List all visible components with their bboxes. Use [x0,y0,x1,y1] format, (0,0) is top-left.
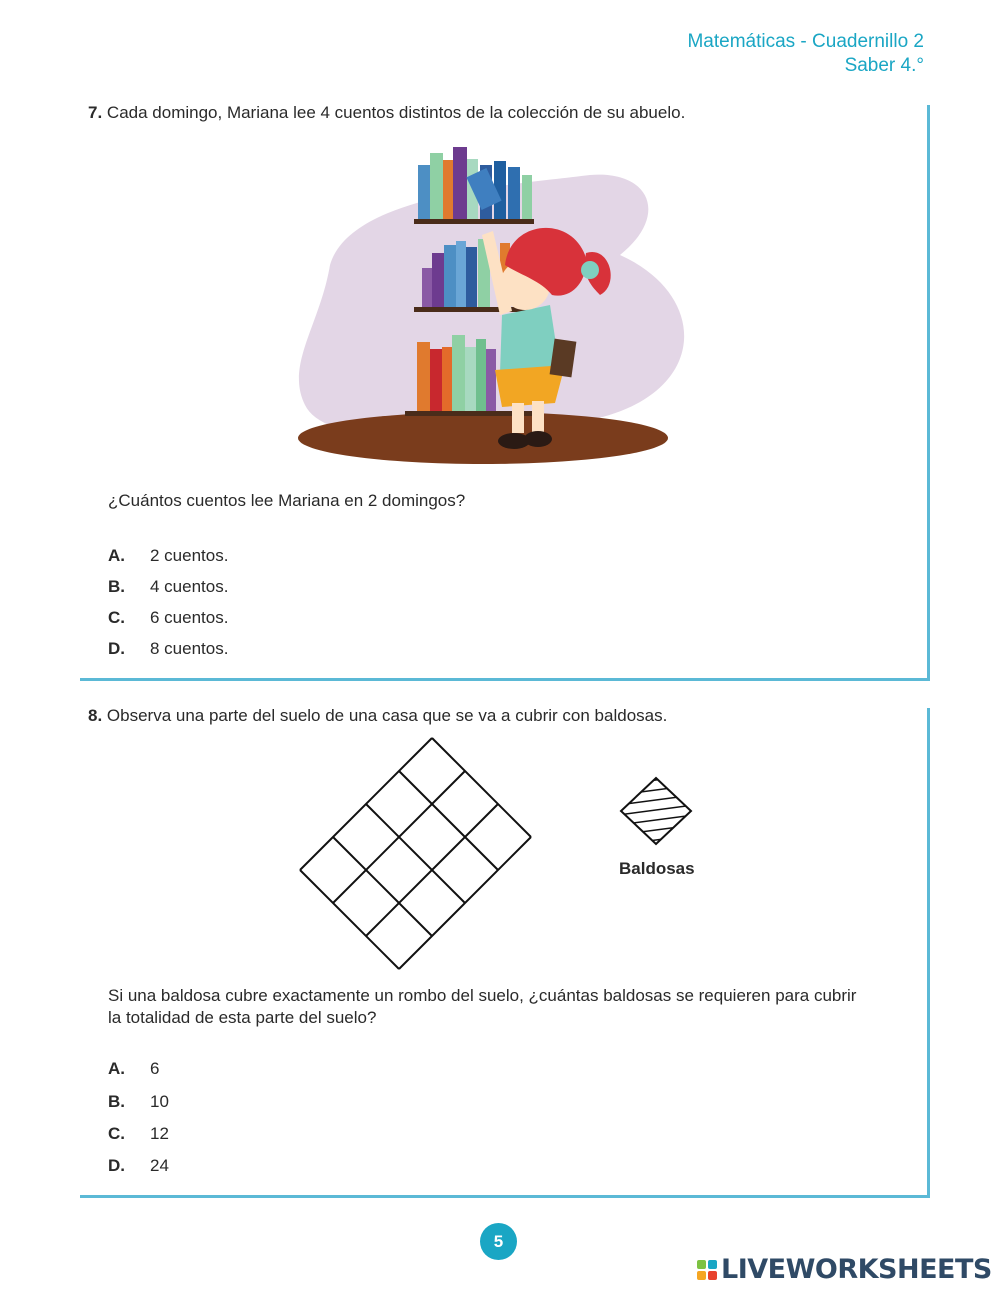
question-7-option-d[interactable] [108,639,228,659]
question-8-option-b[interactable] [108,1092,169,1112]
question-7-question: ¿Cuántos cuentos lee Mariana en 2 domingos? [108,491,466,510]
option-text: 4 cuentos. [150,577,229,596]
option-text: 2 cuentos. [150,546,229,565]
option-text: 24 [150,1156,169,1175]
question-7-option-b[interactable] [108,577,228,597]
option-letter: D. [108,1156,125,1175]
option-letter: C. [108,1124,125,1143]
question-8-option-c[interactable] [108,1124,169,1144]
page-header [687,30,924,78]
option-text: 6 cuentos. [150,608,229,627]
question-8-question-line2: la totalidad de esta parte del suelo? [108,1008,377,1027]
option-text: 8 cuentos. [150,639,229,658]
brand-icon [697,1260,717,1280]
question-8-number: 8. [88,706,103,725]
option-text: 6 [150,1059,160,1078]
question-8-prompt [88,706,667,726]
tile-icon [618,775,694,847]
option-letter: A. [108,546,125,565]
option-text: 10 [150,1092,169,1111]
girl-bookshelf-illustration [290,135,700,470]
header-grade: Saber 4.° [844,55,924,76]
question-7-option-c[interactable] [108,608,228,628]
option-letter: A. [108,1059,125,1078]
option-letter: B. [108,1092,125,1111]
question-8-option-d[interactable] [108,1156,169,1176]
option-text: 12 [150,1124,169,1143]
option-letter: D. [108,639,125,658]
question-7-option-a[interactable] [108,546,228,566]
floor-rhombus-grid [290,735,550,985]
liveworksheets-logo[interactable] [697,1254,992,1285]
brand-name: LIVEWORKSHEETS [721,1254,992,1285]
page-number-badge: 5 [480,1223,517,1260]
question-8-option-a[interactable] [108,1059,159,1079]
question-8-text: Observa una parte del suelo de una casa que se va a cubrir con baldosas. [106,706,668,725]
option-letter: C. [108,608,125,627]
question-8-question [108,985,923,1029]
header-subject: Matemáticas - Cuadernillo 2 [687,31,924,52]
tile-label: Baldosas [619,859,695,878]
question-7-number: 7. [88,103,103,122]
question-8-question-line1: Si una baldosa cubre exactamente un rombo del suelo, ¿cuántas baldosas se requieren para cubrir [108,986,857,1005]
question-7-text: Cada domingo, Mariana lee 4 cuentos distintos de la colección de su abuelo. [106,103,686,122]
question-7-prompt [88,103,685,123]
option-letter: B. [108,577,125,596]
